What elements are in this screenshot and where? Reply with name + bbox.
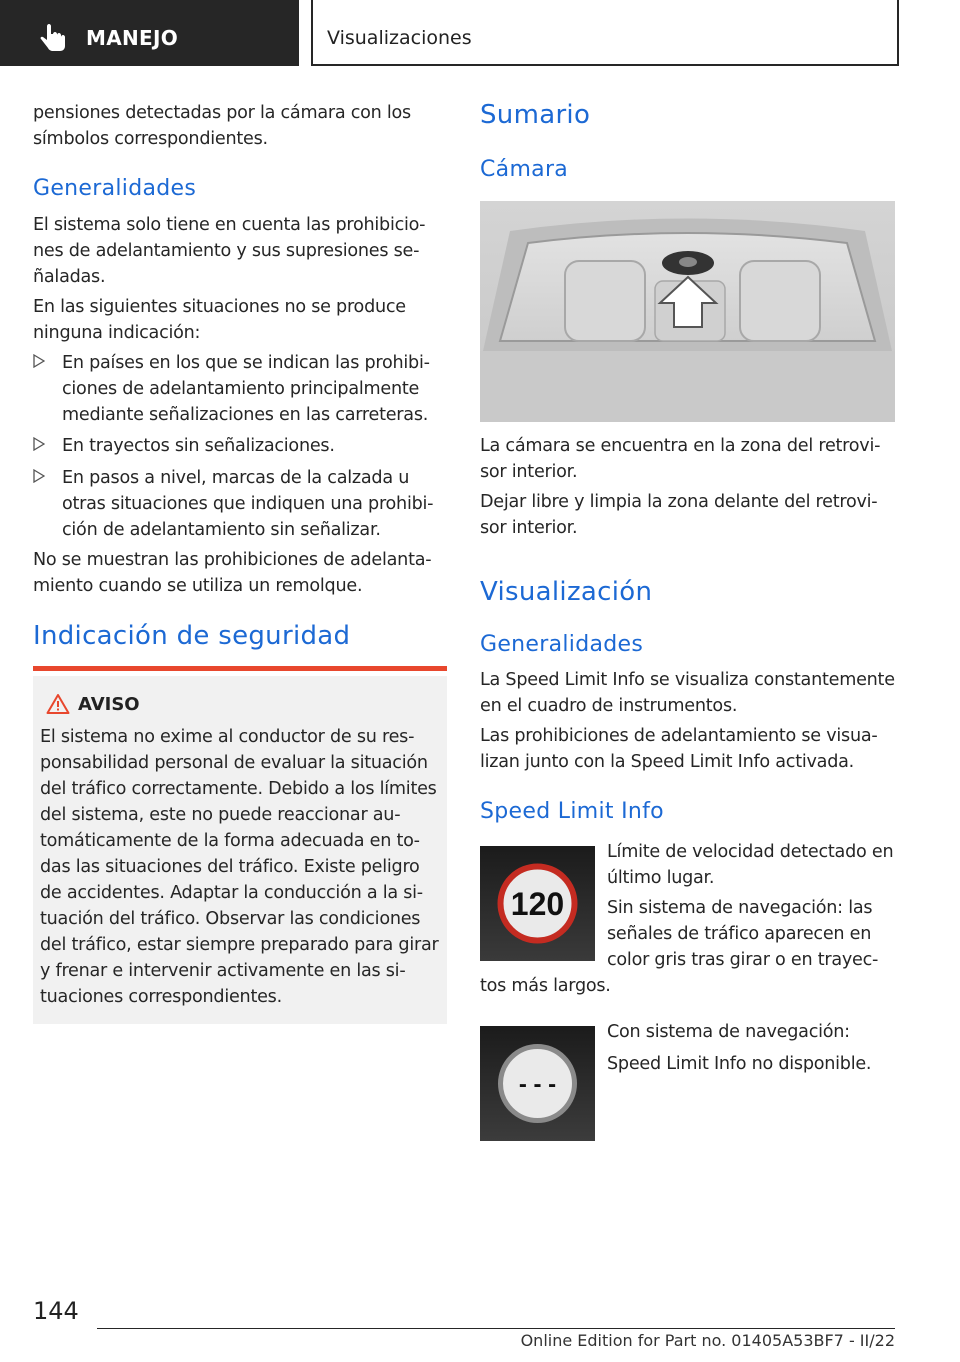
warning-icon [46, 693, 70, 715]
chapter-header [311, 0, 899, 66]
paragraph-remolque: No se muestran las prohibiciones de adelantamiento cuando se utiliza un remolque. [33, 550, 432, 596]
paragraph-camara-1: La cámara se encuentra en la zona del retrovisor interior. [480, 436, 881, 482]
warning-box [33, 676, 447, 1024]
speed-limit-placeholder: - - - [518, 1071, 557, 1098]
heading-generalidades-2: Generalidades [480, 632, 644, 657]
heading-sumario: Sumario [480, 100, 591, 130]
paragraph-sli-1: Límite de velocidad detectado en último lugar. [607, 842, 894, 888]
chapter-title: Visualizaciones [327, 27, 472, 49]
section-title: MANEJO [86, 26, 179, 50]
heading-generalidades: Generalidades [33, 176, 197, 201]
heading-speed-limit-info: Speed Limit Info [480, 799, 664, 824]
warning-label: AVISO [78, 694, 140, 715]
bullet-text: En pasos a nivel, marcas de la calzada u otras situaciones que indiquen una prohibición de adelantamiento sin señalizar. [62, 468, 434, 540]
bullet-triangle-icon [33, 437, 45, 451]
paragraph-sli-2: Sin sistema de navegación: las señales de tráfico aparecen en color gris tras girar o en trayec- [607, 898, 879, 970]
page-number: 144 [33, 1297, 79, 1325]
paragraph-vis-2: Las prohibiciones de adelantamiento se visualizan junto con la Speed Limit Info activada. [480, 726, 878, 772]
bullet-triangle-icon [33, 354, 45, 368]
camera-location-illustration [480, 201, 895, 422]
section-header [0, 0, 299, 66]
speed-limit-sign-image [480, 846, 595, 961]
paragraph-generalidades-2: En las siguientes situaciones no se produce ninguna indicación: [33, 297, 406, 343]
paragraph-vis-1: La Speed Limit Info se visualiza constantemente en el cuadro de instrumentos. [480, 670, 895, 716]
warning-text: El sistema no exime al conductor de su responsabilidad personal de evaluar la situación del tráfico correctamente. Debido a los límites del sistema, este no puede reaccionar automáticamente de la forma adecuada en todas las situaciones del tráfico. Existe peligro de accidentes. Adaptar la conducción a la situación del tráfico. Observar las condiciones del tráfico, estar siempre preparado para girar y frenar e intervenir activamente en las situaciones correspondientes. [40, 727, 439, 1007]
intro-paragraph: pensiones detectadas por la cámara con los símbolos correspondientes. [33, 103, 411, 149]
paragraph-sli-3: Con sistema de navegación: [607, 1022, 850, 1042]
paragraph-generalidades-1: El sistema solo tiene en cuenta las prohibiciones de adelantamiento y sus supresiones señaladas. [33, 215, 426, 287]
heading-seguridad: Indicación de seguridad [33, 621, 351, 651]
bullet-text: En trayectos sin señalizaciones. [62, 436, 335, 456]
speed-limit-value: 120 [510, 886, 565, 922]
footer-rule [97, 1328, 895, 1329]
paragraph-sli-4: Speed Limit Info no disponible. [607, 1054, 872, 1074]
paragraph-camara-2: Dejar libre y limpia la zona delante del retrovisor interior. [480, 492, 878, 538]
warning-rule [33, 666, 447, 671]
bullet-text: En países en los que se indican las prohibiciones de adelantamiento principalmente mediante señalizaciones en las carreteras. [62, 353, 430, 425]
speed-limit-unavailable-image [480, 1026, 595, 1141]
bullet-triangle-icon [33, 469, 45, 483]
edition-footer: Online Edition for Part no. 01405A53BF7 - II/22 [520, 1331, 895, 1350]
heading-camara: Cámara [480, 157, 569, 182]
heading-visualizacion: Visualización [480, 577, 653, 607]
hand-icon [38, 24, 68, 52]
paragraph-sli-2-cont: tos más largos. [480, 976, 611, 996]
